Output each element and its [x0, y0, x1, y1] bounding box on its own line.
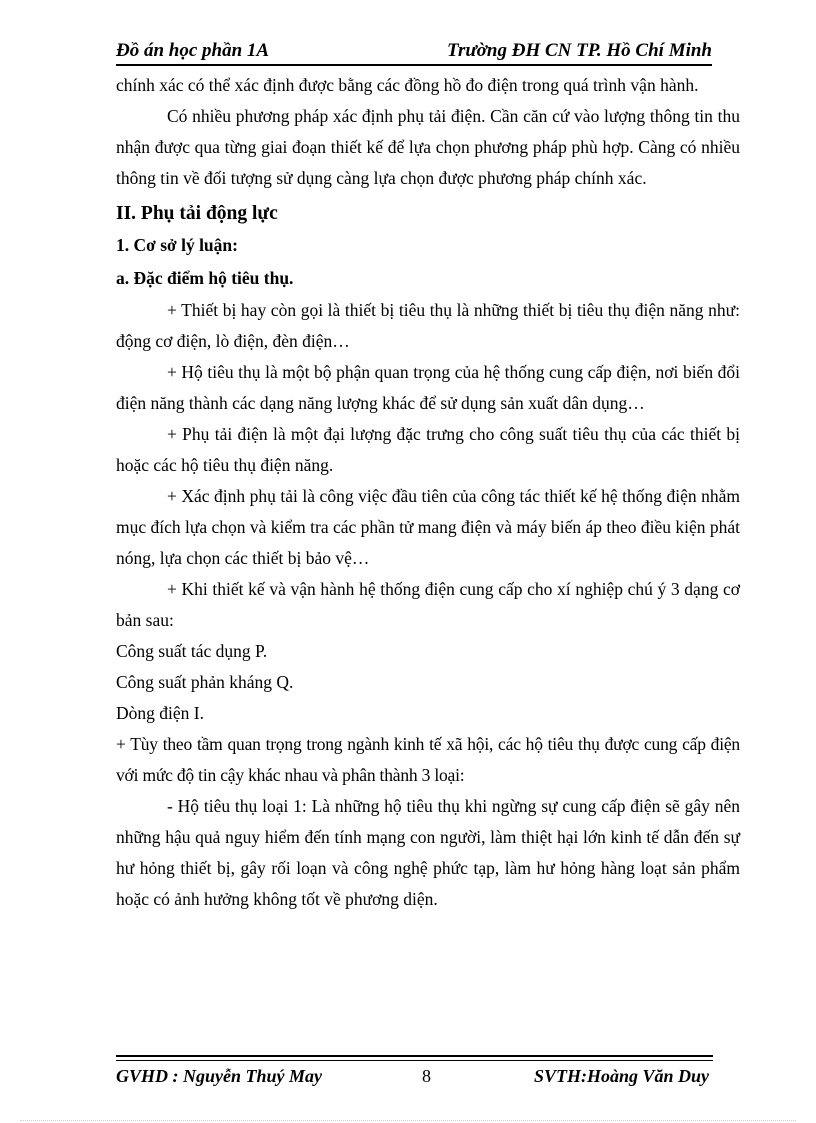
- footer-advisor: GVHD : Nguyễn Thuý May: [116, 1066, 322, 1086]
- footer-divider-thin: [116, 1060, 713, 1061]
- footer-divider-thick: [116, 1055, 713, 1057]
- header-course-title: Đồ án học phần 1A: [116, 40, 270, 61]
- paragraph-methods: Có nhiều phương pháp xác định phụ tải điện. Cần căn cứ vào lượng thông tin thu nhận được qua từng giai đoạn thiết kế để lựa chọn phương pháp phù hợp. Càng có nhiều thông tin về đối tượng sử dụng càng lựa chọn được phương pháp chính xác.: [116, 106, 740, 188]
- paragraph-classification: + Tùy theo tầm quan trọng trong ngành kinh tế xã hội, các hộ tiêu thụ được cung cấp điện với mức độ tin cậy khác nhau và phân thành 3 loại:: [116, 734, 740, 785]
- list-item-current: Dòng điện I.: [116, 703, 204, 723]
- header-school-name: Trường ĐH CN TP. Hồ Chí Minh: [447, 40, 712, 61]
- paragraph-continuation: chính xác có thể xác định được bằng các đồng hồ đo điện trong quá trình vận hành.: [116, 75, 699, 95]
- document-body: [116, 70, 740, 915]
- page-footer: [116, 1066, 713, 1092]
- footer-student: SVTH:Hoàng Văn Duy: [533, 1066, 709, 1086]
- bullet-determine-load: + Xác định phụ tải là công việc đầu tiên của công tác thiết kế hệ thống điện nhằm mục đích lựa chọn và kiểm tra các phần tử mang điện và máy biến áp theo điều kiện phát nóng, lựa chọn các thiết bị bảo vệ…: [116, 486, 740, 568]
- section-heading: II. Phụ tải động lực: [116, 203, 278, 224]
- page-header: [116, 40, 712, 66]
- subsection-heading: 1. Cơ sở lý luận:: [116, 235, 238, 255]
- bullet-equipment: + Thiết bị hay còn gọi là thiết bị tiêu thụ là những thiết bị tiêu thụ điện năng như: động cơ điện, lò điện, đèn điện…: [116, 300, 740, 351]
- page-edge-dotted-line: [20, 1120, 796, 1121]
- list-item-reactive-power: Công suất phản kháng Q.: [116, 672, 294, 692]
- page-number: 8: [422, 1066, 431, 1086]
- header-divider: [116, 64, 712, 66]
- bullet-consumer: + Hộ tiêu thụ là một bộ phận quan trọng của hệ thống cung cấp điện, nơi biến đổi điện năng thành các dạng năng lượng khác để sử dụng sản xuất dân dụng…: [116, 362, 740, 413]
- list-item-active-power: Công suất tác dụng P.: [116, 641, 268, 661]
- sub-subsection-heading: a. Đặc điểm hộ tiêu thụ.: [116, 268, 294, 288]
- paragraph-type-1: - Hộ tiêu thụ loại 1: Là những hộ tiêu thụ khi ngừng sự cung cấp điện sẽ gây nên những hậu quả nguy hiểm đến tính mạng con người, làm thiệt hại lớn kinh tế dẫn đến sự hư hỏng thiết bị, gây rối loạn và công nghệ phức tạp, làm hư hỏng hàng loạt sản phẩm hoặc có ảnh hưởng không tốt về phương diện.: [116, 796, 740, 909]
- bullet-design-operation: + Khi thiết kế và vận hành hệ thống điện cung cấp cho xí nghiệp chú ý 3 dạng cơ bản sau:: [116, 579, 740, 630]
- bullet-load: + Phụ tải điện là một đại lượng đặc trưng cho công suất tiêu thụ của các thiết bị hoặc các hộ tiêu thụ điện năng.: [116, 424, 740, 475]
